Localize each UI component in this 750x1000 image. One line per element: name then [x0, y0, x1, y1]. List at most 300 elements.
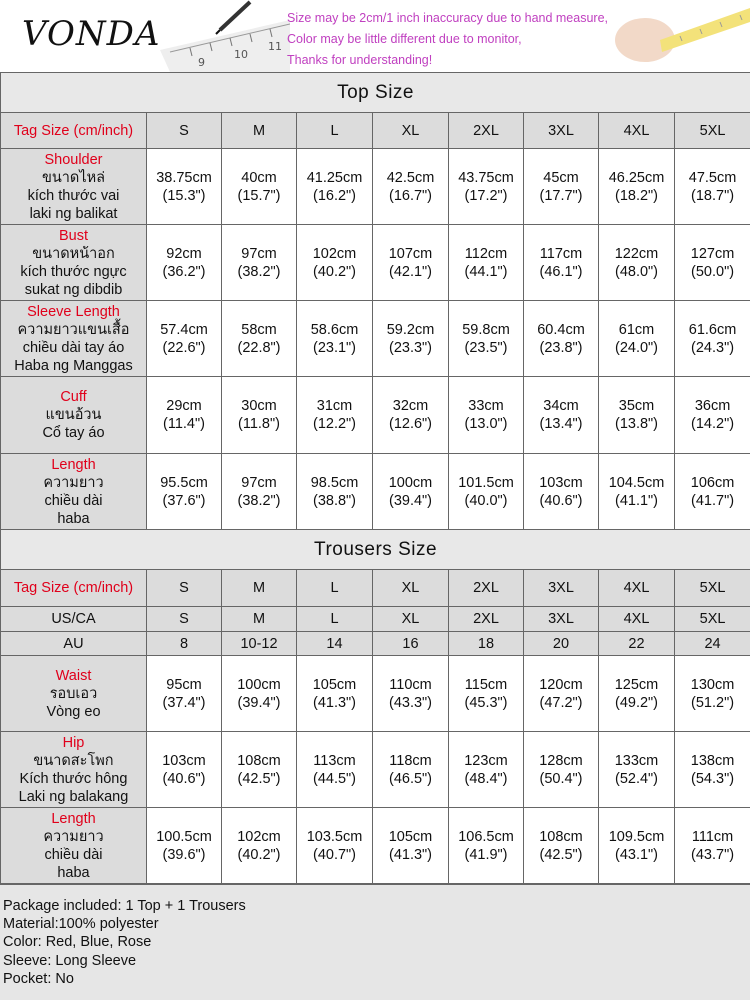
measurement-cell [524, 454, 599, 530]
inch-value: (14.2") [691, 416, 735, 432]
measurement-name: Length [51, 810, 96, 827]
brand-logo: VONDA [22, 14, 161, 54]
note-line: Color may be little different due to monitor, [287, 32, 522, 46]
measurement-cell [222, 656, 297, 732]
cm-value: 123cm [464, 752, 508, 769]
size-cell: S [147, 607, 222, 632]
measurement-name: Hip [62, 734, 85, 751]
measurement-cell [599, 732, 675, 808]
measurement-cell [675, 732, 750, 808]
inch-value: (38.8") [312, 492, 357, 509]
measurement-name: Sleeve Length [27, 303, 120, 320]
measurement-cell [297, 454, 373, 530]
trousers-tag-size-row-label: Tag Size (cm/inch) [1, 570, 147, 607]
cm-value: 32cm [392, 398, 429, 414]
size-cell: 2XL [449, 570, 524, 607]
measurement-row [1, 149, 750, 225]
inch-value: (13.0") [464, 416, 508, 432]
inch-value: (24.3") [691, 339, 735, 356]
inch-value: (22.8") [237, 339, 281, 356]
cm-value: 58cm [241, 321, 277, 338]
inch-value: (46.5") [388, 770, 433, 787]
cm-value: 102cm [237, 828, 281, 845]
measurement-cell [675, 377, 750, 454]
measurement-label [1, 225, 147, 301]
inch-value: (12.6") [388, 416, 433, 432]
measurement-row [1, 808, 750, 884]
top-tag-size-row-label: Tag Size (cm/inch) [1, 113, 147, 149]
measurement-label [1, 656, 147, 732]
size-cell: 8 [147, 632, 222, 656]
measurement-translation: kích thước vai [27, 187, 120, 204]
measurement-cell [373, 225, 449, 301]
inch-value: (22.6") [162, 339, 206, 356]
au-size-row [1, 632, 750, 656]
measurement-cell [675, 301, 750, 377]
measuring-tape-image [600, 0, 750, 72]
inch-value: (23.5") [464, 339, 508, 356]
cm-value: 97cm [241, 245, 277, 262]
inch-value: (41.3") [312, 694, 357, 711]
measurement-translation: chiều dài tay áo [22, 339, 125, 356]
inch-value: (17.2") [464, 187, 508, 204]
size-cell: 22 [599, 632, 675, 656]
measurement-cell [675, 149, 750, 225]
cm-value: 103.5cm [306, 828, 363, 845]
inch-value: (42.5") [237, 770, 281, 787]
measurement-translation: ขนาดไหล่ [41, 169, 106, 186]
inch-value: (15.3") [162, 187, 206, 204]
size-cell: 5XL [675, 570, 750, 607]
inch-value: (50.0") [691, 263, 735, 280]
cm-value: 106cm [690, 474, 735, 491]
measurement-cell [449, 377, 524, 454]
measurement-label [1, 732, 147, 808]
measurement-cell [524, 301, 599, 377]
info-line: Pocket: No [3, 970, 74, 987]
cm-value: 33cm [468, 398, 504, 414]
product-info [0, 884, 750, 1000]
measurement-label [1, 454, 147, 530]
inch-value: (15.7") [237, 187, 281, 204]
inch-value: (40.6") [162, 770, 206, 787]
measurement-cell [599, 808, 675, 884]
measurement-cell [297, 732, 373, 808]
measurement-row [1, 225, 750, 301]
header-banner [0, 0, 750, 72]
inch-value: (41.9") [464, 846, 508, 863]
cm-value: 101.5cm [458, 474, 514, 491]
inch-value: (52.4") [614, 770, 659, 787]
inch-value: (49.2") [614, 694, 659, 711]
measurement-cell [373, 377, 449, 454]
cm-value: 107cm [388, 245, 433, 262]
cm-value: 110cm [389, 676, 432, 693]
info-line: Color: Red, Blue, Rose [3, 934, 152, 951]
cm-value: 61cm [618, 321, 655, 338]
cm-value: 111cm [691, 828, 734, 845]
measurement-notes [287, 8, 617, 71]
inch-value: (12.2") [312, 416, 357, 432]
ruler-number: 10 [234, 48, 248, 61]
inch-value: (54.3") [691, 770, 735, 787]
cm-value: 98.5cm [310, 474, 359, 491]
cm-value: 127cm [690, 245, 735, 262]
inch-value: (13.4") [539, 416, 583, 432]
measurement-cell [449, 149, 524, 225]
cm-value: 47.5cm [688, 169, 737, 186]
measurement-cell [222, 377, 297, 454]
cm-value: 118cm [389, 752, 432, 769]
cm-value: 105cm [312, 676, 357, 693]
measurement-cell [449, 301, 524, 377]
measurement-cell [147, 808, 222, 884]
size-cell: 4XL [599, 113, 675, 149]
inch-value: (18.7") [691, 187, 735, 204]
cm-value: 109.5cm [608, 828, 665, 845]
measurement-translation: haba [57, 510, 90, 527]
measurement-cell [675, 656, 750, 732]
measurement-cell [524, 377, 599, 454]
cm-value: 103cm [162, 752, 206, 769]
inch-value: (43.7") [691, 846, 735, 863]
cm-value: 40cm [241, 169, 277, 186]
measurement-cell [297, 656, 373, 732]
cm-value: 102cm [312, 245, 357, 262]
measurement-translation: haba [57, 864, 90, 881]
inch-value: (51.2") [691, 694, 735, 711]
measurement-translation: laki ng balikat [29, 205, 118, 222]
cm-value: 105cm [388, 828, 433, 845]
measurement-name: Cuff [60, 389, 87, 405]
measurement-cell [599, 225, 675, 301]
measurement-label [1, 377, 147, 454]
inch-value: (16.7") [388, 187, 433, 204]
trousers-tag-size-row [1, 570, 750, 607]
measurement-cell [373, 656, 449, 732]
cm-value: 95.5cm [160, 474, 208, 491]
inch-value: (23.1") [312, 339, 357, 356]
trousers-size-heading [1, 530, 750, 570]
measurement-name: Waist [55, 667, 92, 684]
cm-value: 45cm [543, 169, 579, 186]
cm-value: 117cm [539, 245, 583, 262]
inch-value: (37.4") [162, 694, 206, 711]
measurement-cell [147, 454, 222, 530]
size-cell: 4XL [599, 570, 675, 607]
inch-value: (37.6") [162, 492, 206, 509]
measurement-cell [524, 808, 599, 884]
size-cell: XL [373, 570, 449, 607]
size-cell: 20 [524, 632, 599, 656]
measurement-name: Length [51, 456, 96, 473]
measurement-cell [147, 377, 222, 454]
cm-value: 30cm [241, 398, 277, 414]
measurement-cell [675, 808, 750, 884]
cm-value: 125cm [614, 676, 659, 693]
measurement-name: Shoulder [44, 151, 103, 168]
measurement-translation: Cổ tay áo [42, 425, 105, 441]
measurement-cell [222, 808, 297, 884]
inch-value: (40.2") [312, 263, 357, 280]
measurement-translation: แขนอ้วน [45, 407, 102, 423]
inch-value: (42.5") [539, 846, 583, 863]
cm-value: 108cm [237, 752, 281, 769]
inch-value: (23.8") [539, 339, 583, 356]
size-cell: S [147, 570, 222, 607]
size-cell: 5XL [675, 113, 750, 149]
size-cell: 16 [373, 632, 449, 656]
size-cell: L [297, 607, 373, 632]
measurement-cell [449, 732, 524, 808]
inch-value: (39.6") [162, 846, 206, 863]
measurement-translation: Laki ng balakang [18, 788, 129, 805]
measurement-label [1, 149, 147, 225]
cm-value: 130cm [690, 676, 735, 693]
cm-value: 41.25cm [306, 169, 363, 186]
inch-value: (43.3") [388, 694, 433, 711]
inch-value: (44.1") [464, 263, 508, 280]
measurement-cell [675, 225, 750, 301]
measurement-cell [147, 732, 222, 808]
measurement-cell [449, 808, 524, 884]
measurement-cell [147, 301, 222, 377]
size-cell: M [222, 607, 297, 632]
inch-value: (43.1") [614, 846, 659, 863]
inch-value: (38.2") [237, 263, 281, 280]
info-line: Material:100% polyester [3, 916, 159, 933]
measurement-cell [297, 808, 373, 884]
inch-value: (47.2") [539, 694, 583, 711]
inch-value: (13.8") [614, 416, 659, 432]
inch-value: (23.3") [388, 339, 433, 356]
inch-value: (40.0") [464, 492, 508, 509]
measurement-cell [599, 656, 675, 732]
inch-value: (11.4") [163, 416, 205, 432]
measurement-cell [373, 149, 449, 225]
size-cell: 2XL [449, 607, 524, 632]
cm-value: 59.2cm [386, 321, 435, 338]
inch-value: (39.4") [388, 492, 433, 509]
inch-value: (40.7") [312, 846, 357, 863]
measurement-cell [373, 732, 449, 808]
size-cell: M [222, 570, 297, 607]
measurement-cell [449, 656, 524, 732]
cm-value: 104.5cm [608, 474, 665, 491]
cm-value: 133cm [614, 752, 659, 769]
measurement-cell [222, 225, 297, 301]
measurement-cell [599, 377, 675, 454]
measurement-cell [297, 225, 373, 301]
measurement-cell [297, 377, 373, 454]
measurement-cell [147, 149, 222, 225]
measurement-translation: ขนาดหน้าอก [32, 245, 115, 262]
size-cell: 10-12 [222, 632, 297, 656]
measurement-translation: รอบเอว [49, 685, 98, 702]
trousers-size-heading-title: Trousers Size [1, 530, 750, 570]
size-cell: XL [373, 607, 449, 632]
measurement-cell [222, 301, 297, 377]
info-line: Sleeve: Long Sleeve [3, 952, 137, 969]
cm-value: 115cm [464, 676, 508, 693]
inch-value: (24.0") [614, 339, 659, 356]
usca-size-row [1, 607, 750, 632]
cm-value: 29cm [166, 398, 202, 414]
cm-value: 95cm [166, 676, 202, 693]
inch-value: (41.3") [388, 846, 433, 863]
measurement-translation: kích thước ngực [20, 263, 127, 280]
measurement-cell [675, 454, 750, 530]
measurement-translation: chiều dài [44, 846, 103, 863]
inch-value: (45.3") [464, 694, 508, 711]
cm-value: 108cm [539, 828, 583, 845]
measurement-cell [222, 732, 297, 808]
size-chart-table [0, 72, 750, 884]
size-cell: L [297, 113, 373, 149]
measurement-cell [373, 454, 449, 530]
cm-value: 92cm [166, 245, 202, 262]
measurement-cell [373, 301, 449, 377]
cm-value: 122cm [614, 245, 659, 262]
measurement-cell [599, 454, 675, 530]
inch-value: (50.4") [539, 770, 583, 787]
cm-value: 31cm [316, 398, 353, 414]
inch-value: (41.7") [691, 492, 735, 509]
size-cell: XL [373, 113, 449, 149]
measurement-cell [222, 149, 297, 225]
size-cell: 14 [297, 632, 373, 656]
ruler-pen-image [150, 0, 290, 72]
measurement-row [1, 301, 750, 377]
note-line: Thanks for understanding! [287, 53, 433, 67]
cm-value: 35cm [618, 398, 655, 414]
measurement-row [1, 732, 750, 808]
info-line: Package included: 1 Top + 1 Trousers [3, 898, 246, 914]
size-cell: S [147, 113, 222, 149]
cm-value: 43.75cm [458, 169, 514, 186]
cm-value: 61.6cm [688, 321, 737, 338]
cm-value: 120cm [539, 676, 583, 693]
cm-value: 112cm [464, 245, 508, 262]
inch-value: (40.2") [237, 846, 281, 863]
cm-value: 60.4cm [537, 321, 585, 338]
top-size-heading-title: Top Size [1, 73, 750, 113]
inch-value: (39.4") [237, 694, 281, 711]
inch-value: (46.1") [539, 263, 583, 280]
au-size-row-label: AU [1, 632, 147, 656]
cm-value: 138cm [690, 752, 735, 769]
size-cell: 3XL [524, 607, 599, 632]
cm-value: 100.5cm [156, 828, 212, 845]
inch-value: (48.0") [614, 263, 659, 280]
measurement-translation: ความยาวแขนเสื้อ [17, 321, 130, 338]
cm-value: 128cm [539, 752, 583, 769]
size-cell: M [222, 113, 297, 149]
measurement-cell [373, 808, 449, 884]
top-tag-size-row [1, 113, 750, 149]
measurement-translation: chiều dài [44, 492, 103, 509]
measurement-translation: ความยาว [43, 474, 104, 491]
usca-size-row-label: US/CA [1, 607, 147, 632]
measurement-cell [524, 656, 599, 732]
cm-value: 42.5cm [386, 169, 435, 186]
measurement-cell [524, 732, 599, 808]
size-cell: 3XL [524, 113, 599, 149]
cm-value: 38.75cm [156, 169, 212, 186]
measurement-cell [599, 149, 675, 225]
inch-value: (38.2") [237, 492, 281, 509]
cm-value: 34cm [543, 398, 579, 414]
inch-value: (41.1") [614, 492, 659, 509]
measurement-name: Bust [58, 227, 88, 244]
measurement-translation: ความยาว [43, 828, 104, 845]
measurement-cell [599, 301, 675, 377]
size-cell: 3XL [524, 570, 599, 607]
top-size-heading [1, 73, 750, 113]
measurement-cell [449, 225, 524, 301]
cm-value: 113cm [313, 752, 356, 769]
size-cell: L [297, 570, 373, 607]
measurement-row [1, 377, 750, 454]
cm-value: 100cm [237, 676, 281, 693]
ruler-number: 11 [268, 40, 282, 53]
measurement-cell [147, 225, 222, 301]
inch-value: (16.2") [312, 187, 357, 204]
measurement-cell [297, 301, 373, 377]
inch-value: (48.4") [464, 770, 508, 787]
cm-value: 46.25cm [608, 169, 665, 186]
size-cell: 5XL [675, 607, 750, 632]
inch-value: (17.7") [539, 187, 583, 204]
inch-value: (18.2") [614, 187, 659, 204]
cm-value: 36cm [694, 398, 731, 414]
measurement-translation: Kích thước hông [19, 770, 128, 787]
cm-value: 57.4cm [160, 321, 208, 338]
measurement-translation: ขนาดสะโพก [33, 752, 114, 769]
inch-value: (42.1") [388, 263, 433, 280]
cm-value: 106.5cm [458, 828, 514, 845]
measurement-cell [524, 149, 599, 225]
size-cell: 24 [675, 632, 750, 656]
measurement-cell [297, 149, 373, 225]
measurement-cell [222, 454, 297, 530]
cm-value: 59.8cm [462, 321, 510, 338]
cm-value: 58.6cm [310, 321, 359, 338]
size-cell: 4XL [599, 607, 675, 632]
note-line: Size may be 2cm/1 inch inaccuracy due to hand measure, [287, 11, 609, 25]
measurement-translation: sukat ng dibdib [24, 281, 123, 298]
cm-value: 97cm [241, 474, 277, 491]
measurement-cell [449, 454, 524, 530]
ruler-number: 9 [198, 56, 205, 69]
size-cell: 2XL [449, 113, 524, 149]
measurement-label [1, 808, 147, 884]
inch-value: (40.6") [539, 492, 583, 509]
measurement-translation: Haba ng Manggas [14, 357, 133, 374]
measurement-cell [147, 656, 222, 732]
cm-value: 100cm [388, 474, 433, 491]
inch-value: (44.5") [312, 770, 357, 787]
inch-value: (36.2") [162, 263, 206, 280]
measurement-label [1, 301, 147, 377]
size-cell: 18 [449, 632, 524, 656]
measurement-row [1, 656, 750, 732]
inch-value: (11.8") [238, 416, 280, 432]
measurement-cell [524, 225, 599, 301]
measurement-translation: Vòng eo [46, 703, 101, 720]
measurement-row [1, 454, 750, 530]
cm-value: 103cm [539, 474, 583, 491]
